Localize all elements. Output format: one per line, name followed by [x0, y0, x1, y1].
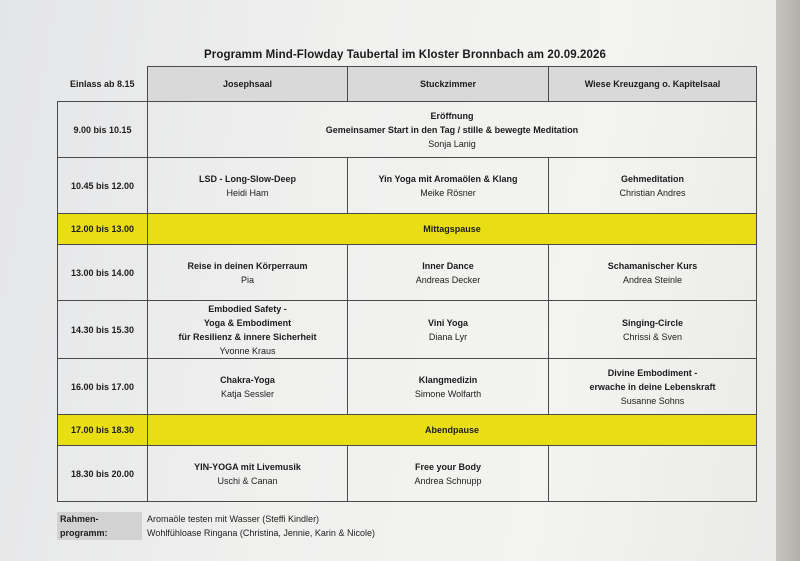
session-person: Pia	[240, 274, 254, 285]
table-row	[58, 102, 757, 158]
time-slot: 14.30 bis 15.30	[58, 301, 148, 359]
session-person: Yvonne Kraus	[219, 345, 276, 356]
time-slot: 13.00 bis 14.00	[58, 245, 148, 301]
time-slot: 17.00 bis 18.30	[58, 415, 148, 446]
room-header: Stuckzimmer	[348, 67, 549, 102]
session-title: Yin Yoga mit Aromaölen & Klang	[378, 173, 518, 184]
table-row	[58, 359, 757, 415]
session-title: Singing-Circle	[621, 317, 683, 328]
time-slot: 12.00 bis 13.00	[58, 214, 148, 245]
session-title: Embodied Safety -	[208, 303, 287, 314]
session-person: Diana Lyr	[428, 331, 468, 342]
session-cell	[549, 446, 757, 502]
session-cell	[348, 158, 549, 214]
session-cell	[148, 158, 348, 214]
session-cell	[348, 301, 549, 359]
session-person: Heidi Ham	[226, 187, 269, 198]
session-cell	[148, 359, 348, 415]
session-title: LSD - Long-Slow-Deep	[199, 173, 296, 184]
session-person: Sonja Lanig	[428, 138, 476, 149]
session-person: Meike Rösner	[420, 187, 476, 198]
time-slot: 16.00 bis 17.00	[58, 359, 148, 415]
session-cell	[148, 301, 348, 359]
time-slot: 10.45 bis 12.00	[58, 158, 148, 214]
room-header: Wiese Kreuzgang o. Kapitelsaal	[549, 67, 757, 102]
session-title: Divine Embodiment -	[607, 367, 698, 378]
einlass-label: Einlass ab 8.15	[58, 67, 148, 102]
rahmenprogramm-label	[57, 512, 142, 540]
session-title: Chakra-Yoga	[220, 374, 275, 385]
header-row	[58, 67, 757, 102]
session-title: Schamanischer Kurs	[607, 260, 698, 271]
session-cell	[348, 359, 549, 415]
table-row	[58, 415, 757, 446]
rahmenprogramm-items	[147, 512, 487, 540]
session-cell	[148, 245, 348, 301]
session-cell	[348, 446, 549, 502]
table-row	[58, 158, 757, 214]
session-person: Katja Sessler	[220, 388, 275, 399]
session-person: Christian Andres	[619, 187, 686, 198]
time-slot: 9.00 bis 10.15	[58, 102, 148, 158]
session-person: Uschi & Canan	[217, 475, 278, 486]
table-row	[58, 245, 757, 301]
session-title: Gehmeditation	[620, 173, 684, 184]
pause-label: Mittagspause	[423, 224, 481, 234]
session-cell	[549, 359, 757, 415]
table-row	[58, 301, 757, 359]
session-title: erwache in deine Lebenskraft	[589, 381, 716, 392]
session-cell	[549, 158, 757, 214]
rahmenprogramm-label-line2: programm:	[60, 528, 108, 538]
pause-cell	[148, 415, 757, 446]
session-title: Vini Yoga	[427, 317, 468, 328]
table-row	[58, 446, 757, 502]
session-person: Andrea Schnupp	[414, 475, 482, 486]
rahmenprogramm-item: Wohlfühloase Ringana (Christina, Jennie, Karin & Nicole)	[147, 528, 375, 538]
session-title: Eröffnung	[430, 110, 474, 121]
rahmenprogramm-label-line1: Rahmen-	[60, 514, 99, 524]
session-person: Chrissi & Sven	[622, 331, 683, 342]
session-title: für Resilienz & innere Sicherheit	[178, 331, 317, 342]
session-cell	[348, 245, 549, 301]
session-cell	[549, 301, 757, 359]
page-edge	[776, 0, 800, 561]
table-row	[58, 214, 757, 245]
time-slot: 18.30 bis 20.00	[58, 446, 148, 502]
session-title: Inner Dance	[422, 260, 474, 271]
session-title: Yoga & Embodiment	[203, 317, 292, 328]
session-title: Gemeinsamer Start in den Tag / stille & bewegte Meditation	[325, 124, 579, 135]
room-header: Josephsaal	[148, 67, 348, 102]
schedule-table	[57, 66, 757, 502]
session-person: Andreas Decker	[415, 274, 481, 285]
session-cell	[148, 102, 757, 158]
rahmenprogramm-item: Aromaöle testen mit Wasser (Steffi Kindler)	[147, 514, 320, 524]
pause-cell	[148, 214, 757, 245]
session-person: Susanne Sohns	[620, 395, 685, 406]
session-cell	[549, 245, 757, 301]
session-person: Andrea Steinle	[622, 274, 683, 285]
session-title: YIN-YOGA mit Livemusik	[194, 461, 301, 472]
session-cell	[148, 446, 348, 502]
session-person: Simone Wolfarth	[414, 388, 482, 399]
session-title: Klangmedizin	[418, 374, 478, 385]
session-title: Reise in deinen Körperraum	[187, 260, 308, 271]
pause-label: Abendpause	[424, 425, 479, 435]
session-title: Free your Body	[414, 461, 481, 472]
page-title: Programm Mind-Flowday Taubertal im Kloster Bronnbach am 20.09.2026	[204, 49, 606, 61]
